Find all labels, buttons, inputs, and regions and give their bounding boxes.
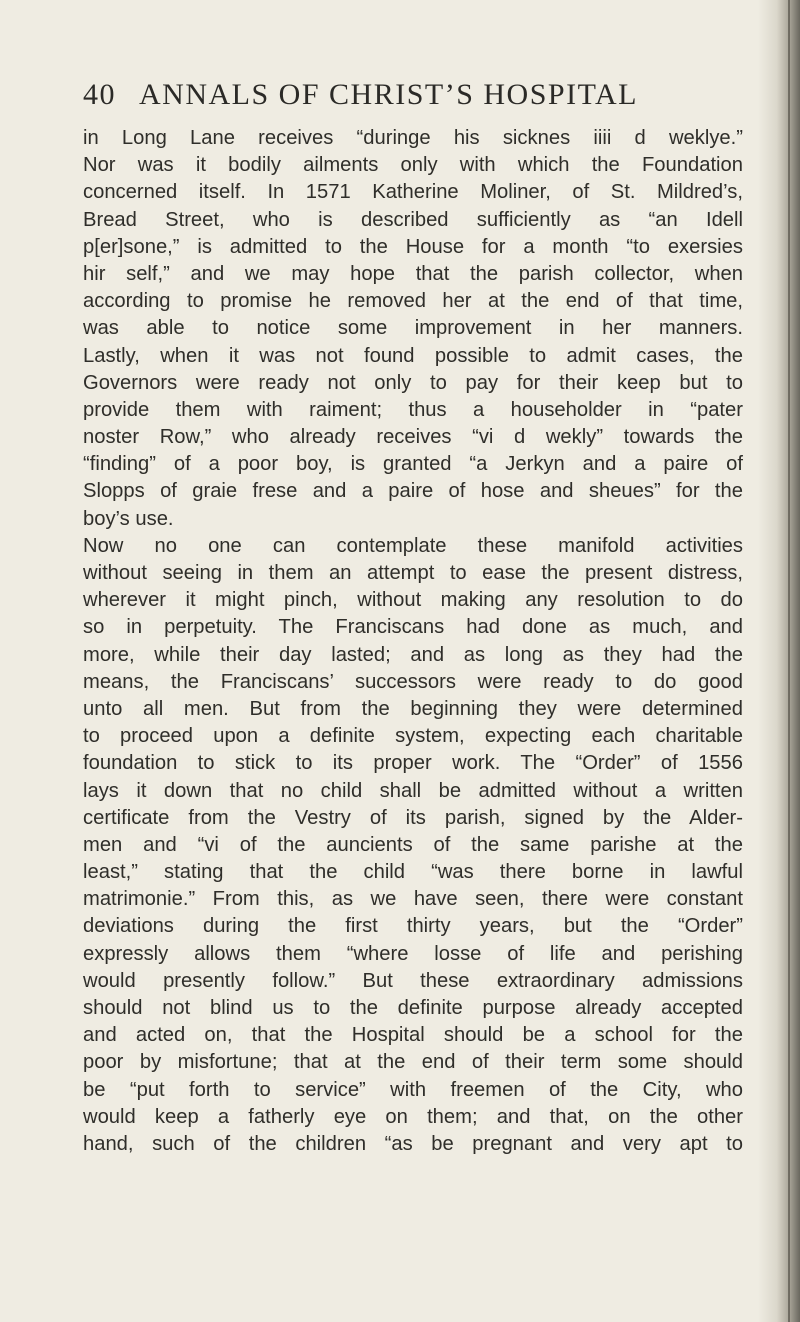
text-line: Lastly, when it was not found possible to admit cases, the — [83, 344, 743, 367]
text-line: to proceed upon a definite system, expecting each charitable — [83, 725, 743, 748]
text-line: concerned itself. In 1571 Katherine Moliner, of St. Mildred’s, — [83, 181, 743, 204]
text-line: Governors were ready not only to pay for their keep but to — [83, 371, 743, 394]
text-line: and acted on, that the Hospital should be a school for the — [83, 1024, 743, 1047]
page-edge-shadow — [758, 0, 800, 1322]
text-line: Slopps of graie frese and a paire of hose and sheues” for the — [83, 480, 743, 503]
text-line: least,” stating that the child “was there borne in lawful — [83, 861, 743, 884]
text-line: expressly allows them “where losse of life and perishing — [83, 942, 743, 965]
text-line: poor by misfortune; that at the end of their term some should — [83, 1051, 743, 1074]
text-line: noster Row,” who already receives “vi d wekly” towards the — [83, 426, 743, 449]
text-line: men and “vi of the auncients of the same parishe at the — [83, 833, 743, 856]
text-line: deviations during the first thirty years, but the “Order” — [83, 915, 743, 938]
page-edge-line — [788, 0, 790, 1322]
page-number: 40 — [83, 78, 116, 111]
text-line: unto all men. But from the beginning they were determined — [83, 697, 743, 720]
text-line: lays it down that no child shall be admitted without a written — [83, 779, 743, 802]
text-line: without seeing in them an attempt to ease the present distress, — [83, 562, 743, 584]
running-title: ANNALS OF CHRIST’S HOSPITAL — [139, 78, 638, 111]
text-line: would presently follow.” But these extraordinary admissions — [83, 969, 743, 992]
text-line: p[er]sone,” is admitted to the House for a month “to exersies — [83, 235, 743, 258]
body-text — [83, 125, 743, 1158]
text-line: would keep a fatherly eye on them; and that, on the other — [83, 1105, 743, 1128]
text-line: was able to notice some improvement in her manners. — [83, 317, 743, 340]
text-line: be “put forth to service” with freemen of the City, who — [83, 1078, 743, 1101]
text-line: hand, such of the children “as be pregnant and very apt to — [83, 1132, 743, 1155]
text-line: boy’s use. — [83, 507, 174, 530]
text-line: according to promise he removed her at the end of that time, — [83, 290, 743, 313]
text-line: Nor was it bodily ailments only with which the Foundation — [83, 154, 743, 177]
text-line: provide them with raiment; thus a householder in “pater — [83, 398, 743, 421]
text-line: wherever it might pinch, without making any resolution to do — [83, 589, 743, 612]
text-line: should not blind us to the definite purpose already accepted — [83, 997, 743, 1019]
page-header — [83, 78, 723, 118]
text-line: hir self,” and we may hope that the parish collector, when — [83, 262, 743, 285]
text-line: means, the Franciscans’ successors were ready to do good — [83, 670, 743, 693]
text-line: “finding” of a poor boy, is granted “a Jerkyn and a paire of — [83, 453, 743, 476]
text-line: in Long Lane receives “duringe his sicknes iiii d weklye.” — [83, 127, 743, 149]
text-line: more, while their day lasted; and as long as they had the — [83, 643, 743, 666]
text-line: so in perpetuity. The Franciscans had done as much, and — [83, 616, 743, 639]
text-line: Now no one can contemplate these manifold activities — [83, 534, 743, 557]
text-line: matrimonie.” From this, as we have seen, there were constant — [83, 888, 743, 911]
text-line: certificate from the Vestry of its parish, signed by the Alder- — [83, 806, 743, 829]
text-line: Bread Street, who is described sufficiently as “an Idell — [83, 208, 743, 231]
text-line: foundation to stick to its proper work. The “Order” of 1556 — [83, 752, 743, 775]
